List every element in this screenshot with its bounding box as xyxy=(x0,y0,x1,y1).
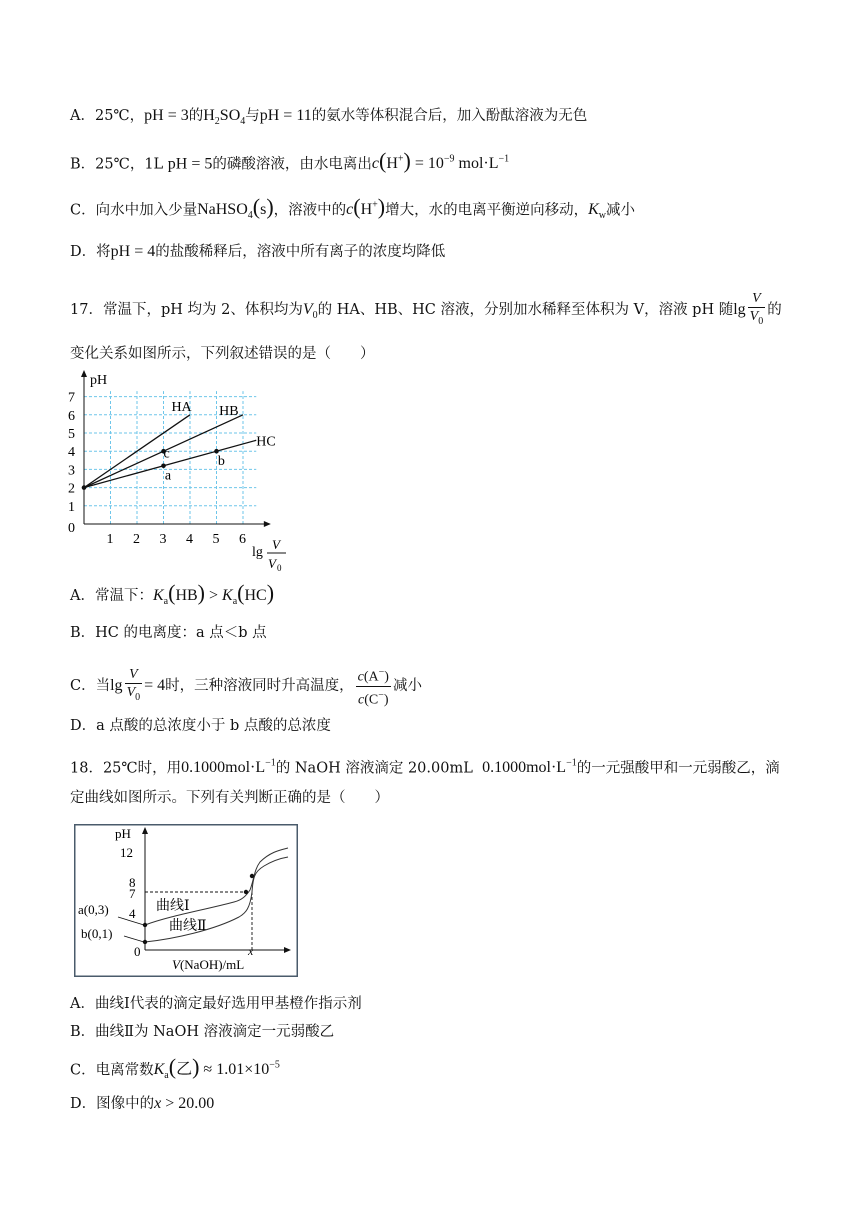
y-tick-4: 4 xyxy=(129,906,136,921)
curve-1-equivalence-point xyxy=(244,890,248,894)
series-label-hb: HB xyxy=(219,403,239,419)
point-label-b: b xyxy=(217,453,225,469)
q16-option-c: C．向水中加入少量NaHSO$_4$(s)，溶液中的c(H+)增大，水的电离平衡逆向移动，$K_w$减小 xyxy=(70,194,636,222)
x-tick-5: 5 xyxy=(212,532,220,547)
q17-option-b: B．HC 的电离度：a 点＜b 点 xyxy=(70,625,267,641)
label-a: a(0,3) xyxy=(78,902,109,917)
svg-text:V: V xyxy=(272,537,280,552)
q16-option-a: A．25℃，pH = 3的$H_2SO_4$与pH = 11的氨水等体积混合后，加入酚酞溶液为无色 xyxy=(70,107,588,128)
q18-option-b: B．曲线Ⅱ为 NaOH 溶液滴定一元弱酸乙 xyxy=(70,1024,335,1040)
y-tick-3: 3 xyxy=(68,463,75,479)
q18-option-c: C．电离常数$K_a$(乙) ≈ $1.01\times 10^{-5}$ xyxy=(70,1054,280,1082)
q16-option-b: B．25℃，1L pH = 5的磷酸溶液，由水电离出$c(H^+) = 10^{-9}$ $mol\cdot L^{-1}$ xyxy=(70,148,510,174)
q17-option-d: D．a 点酸的总浓度小于 b 点酸的总浓度 xyxy=(70,718,331,734)
y-tick-7: 7 xyxy=(68,390,75,406)
label-b: b(0,1) xyxy=(81,926,113,941)
q18-option-a: A．曲线Ⅰ代表的滴定最好选用甲基橙作指示剂 xyxy=(70,996,362,1012)
x-axis-arrow xyxy=(264,521,271,527)
y-tick-5: 5 xyxy=(68,427,75,442)
x-tick-4: 4 xyxy=(186,532,193,547)
y-axis-label: pH xyxy=(115,826,131,841)
series-label-hc: HC xyxy=(256,434,276,450)
q18-stem-line1: 18．25℃时，用$0.1000mol\cdot L^{-1}$的 NaOH 溶液滴定 20.00mL $0.1000mol\cdot L^{-1}$的一元强酸甲和一元弱酸乙，滴 xyxy=(70,758,780,777)
q17-stem-line1: 17．常温下，pH 均为 2、体积均为$V_0$的 HA、HB、HC 溶液，分别加水稀释至体积为 V，溶液 pH 随lg $\frac{V}{V_0}$ 的 xyxy=(70,291,782,327)
y-axis-label: pH xyxy=(90,373,108,388)
svg-text:0: 0 xyxy=(277,563,282,573)
svg-text:lg: lg xyxy=(252,545,263,560)
q16-option-d: D．将pH = 4的盐酸稀释后，溶液中所有离子的浓度均降低 xyxy=(70,243,446,260)
q18-chart xyxy=(74,824,298,977)
x-axis-label: V(NaOH)/mL xyxy=(172,957,245,972)
curve-2-equivalence-point xyxy=(250,874,254,878)
point-label-c: c xyxy=(163,446,170,462)
x-tick-6: 6 xyxy=(239,532,246,547)
x-mark: x xyxy=(248,944,254,958)
q17-stem-line2: 变化关系如图所示，下列叙述错误的是（ ） xyxy=(70,346,375,362)
q18-stem-line2: 定曲线如图所示。下列有关判断正确的是（ ） xyxy=(70,790,389,806)
y-tick-8: 8 xyxy=(129,875,136,890)
curve-1-label: 曲线Ⅰ xyxy=(156,899,190,914)
point-b xyxy=(214,449,219,454)
x-axis-label xyxy=(252,537,286,573)
y-tick-2: 2 xyxy=(68,481,75,497)
x-tick-2: 2 xyxy=(133,532,140,547)
point-label-a: a xyxy=(164,468,172,484)
q17-chart xyxy=(62,368,292,573)
chart-axes xyxy=(81,370,271,527)
svg-text:V: V xyxy=(268,556,276,571)
q17-option-a: A．常温下：$K_a(HB) > K_a(HC)$ xyxy=(70,580,275,608)
y-tick-6: 6 xyxy=(68,408,75,424)
y-tick-7: 7 xyxy=(129,886,136,901)
x-tick-0: 0 xyxy=(68,521,75,536)
y-tick-1: 1 xyxy=(68,499,75,515)
q17-option-c: C．当lg $\frac{V}{V_0}$ = 4时，三种溶液同时升高温度， $\frac{c(A^-)}{c(C^-)}$ 减小 xyxy=(70,664,422,708)
x-tick-1: 1 xyxy=(106,532,114,547)
origin-point xyxy=(82,485,87,490)
y-tick-4: 4 xyxy=(68,445,75,461)
curve-2-label: 曲线Ⅱ xyxy=(169,919,207,934)
series-label-ha: HA xyxy=(171,400,192,416)
y-axis-arrow xyxy=(81,370,87,377)
point-a xyxy=(161,463,166,468)
x-tick-3: 3 xyxy=(159,532,167,547)
y-tick-12: 12 xyxy=(120,845,133,860)
q18-option-d: D．图像中的x > 20.00 xyxy=(70,1095,215,1112)
origin-label: 0 xyxy=(134,944,141,959)
